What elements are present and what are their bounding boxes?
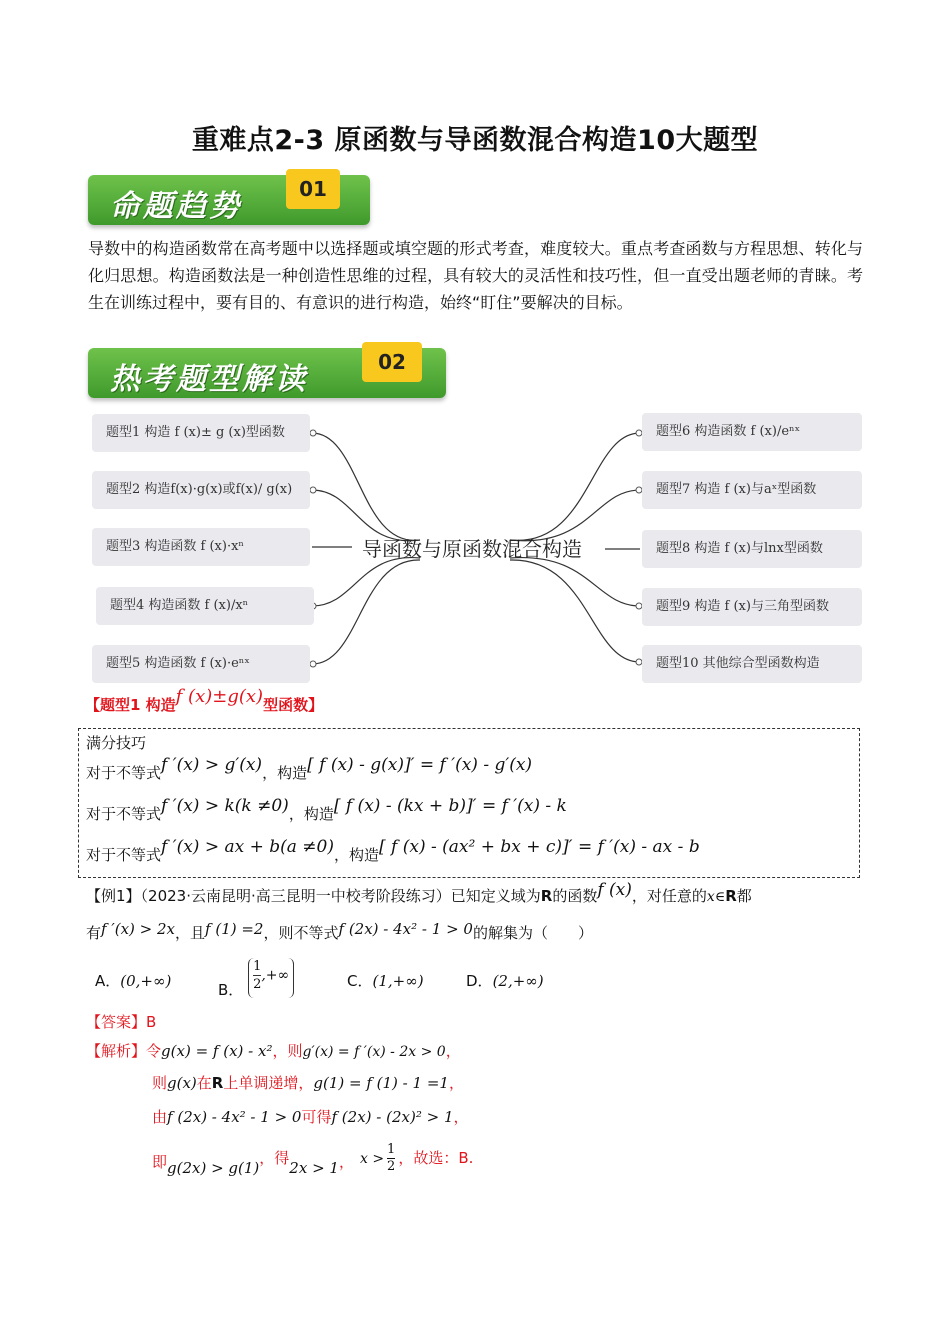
option-d[interactable] — [466, 970, 544, 991]
option-a-label: A． — [95, 972, 121, 990]
example-cond1: f ′(x) > 2x — [101, 920, 176, 938]
example-label: 【例1】 — [86, 887, 141, 905]
answer-line — [86, 1011, 156, 1032]
analysis-line-2 — [152, 1072, 464, 1093]
example-source: （2023·云南昆明·高三昆明一中校考阶段练习）已知定义域为 — [140, 887, 541, 905]
answer-label: 【答案】 — [86, 1013, 147, 1031]
analysis-text: ，故选：B. — [398, 1149, 474, 1167]
section-heading — [85, 686, 324, 715]
section-heading-pre: 【题型1 构造 — [85, 696, 176, 714]
option-a[interactable] — [95, 970, 171, 991]
connector-right-9 — [510, 558, 640, 606]
example-text: 的解集为（ ） — [472, 924, 593, 942]
option-d-label: D． — [466, 972, 493, 990]
analysis-math: g(x) = f (x) - x² — [161, 1042, 273, 1060]
connector-left-5 — [312, 560, 420, 664]
analysis-math: x > — [359, 1151, 385, 1167]
rule-2-cond: f ′(x) > k(k ≠0) — [161, 796, 289, 816]
analysis-math: f (2x) - 4x² - 1 > 0 — [167, 1108, 302, 1126]
analysis-text: ，得 — [259, 1149, 290, 1167]
node-dot — [310, 661, 316, 667]
rule-3-pre: 对于不等式 — [86, 846, 162, 864]
option-c-value: (1,+∞) — [372, 972, 424, 990]
topic-6: 题型6 构造函数 f (x)/eⁿˣ — [642, 413, 862, 451]
topic-4: 题型4 构造函数 f (x)/xⁿ — [96, 587, 314, 625]
rule-1 — [86, 755, 533, 783]
example-fx: f (x) — [597, 880, 632, 900]
analysis-fraction-den: 2 — [387, 1159, 396, 1174]
option-a-value: (0,+∞) — [120, 972, 172, 990]
example-cond2: f (1) =2 — [205, 920, 264, 938]
analysis-math: f (2x) - (2x)² > 1 — [331, 1108, 454, 1126]
section-heading-post: 型函数】 — [263, 696, 324, 714]
analysis-line-3 — [152, 1106, 469, 1127]
topic-9: 题型9 构造 f (x)与三角型函数 — [642, 588, 862, 626]
trend-banner-number: 01 — [286, 169, 340, 209]
option-b-rest: ,+∞ — [261, 967, 290, 984]
example-text: ，且 — [175, 924, 206, 942]
connector-right-6 — [510, 433, 640, 540]
topic-8: 题型8 构造 f (x)与lnx型函数 — [642, 530, 862, 568]
option-c-label: C． — [347, 972, 373, 990]
analysis-text: 即 — [152, 1153, 168, 1171]
hot-topics-banner-label: 热考题型解读 — [110, 362, 308, 397]
analysis-math: 2x > 1 — [289, 1159, 339, 1177]
analysis-text: 在 — [196, 1074, 212, 1092]
rule-1-res: [ f (x) - g(x)]′ = f ′(x) - g′(x) — [307, 755, 533, 775]
trend-banner-label: 命题趋势 — [110, 189, 242, 224]
topic-10: 题型10 其他综合型函数构造 — [642, 645, 862, 683]
connector-right-10 — [510, 560, 640, 662]
analysis-text: ，则 — [272, 1042, 303, 1060]
example-ineq: f (2x) - 4x² - 1 > 0 — [338, 920, 473, 938]
analysis-text: 由 — [152, 1108, 168, 1126]
example-xinR: x∈ — [706, 889, 726, 905]
mindmap-center: 导函数与原函数混合构造 — [362, 537, 582, 561]
rule-2 — [86, 796, 567, 824]
example-text: 都 — [736, 887, 752, 905]
node-dot — [310, 430, 316, 436]
option-b-label: B． — [218, 980, 244, 999]
example-R: R — [540, 887, 553, 905]
hot-topics-banner-number: 02 — [362, 342, 422, 382]
node-dot — [310, 487, 316, 493]
topic-7: 题型7 构造 f (x)与aˣ型函数 — [642, 471, 862, 509]
analysis-math: g′(x) = f ′(x) - 2x > 0 — [302, 1044, 446, 1060]
analysis-line-1 — [86, 1040, 461, 1061]
section-heading-math: f (x)±g(x) — [175, 686, 264, 707]
analysis-line-4 — [152, 1142, 473, 1175]
example-1-line-2 — [86, 922, 593, 943]
page-title: 重难点2-3 原函数与导函数混合构造10大题型 — [191, 125, 759, 156]
analysis-fraction — [387, 1142, 395, 1175]
rule-3-cond: f ′(x) > ax + b(a ≠0) — [161, 837, 334, 857]
example-text: 有 — [86, 924, 102, 942]
option-b-den: 2 — [253, 977, 262, 992]
rule-2-res: [ f (x) - (kx + b)]′ = f ′(x) - k — [333, 796, 567, 816]
example-text: ，则不等式 — [263, 924, 339, 942]
rule-3-mid: ，构造 — [334, 846, 380, 864]
connector-left-4 — [312, 558, 420, 606]
analysis-text: ， — [445, 1042, 461, 1060]
analysis-R: R — [211, 1074, 224, 1092]
analysis-text: 可得 — [301, 1108, 332, 1126]
topic-1: 题型1 构造 f (x)± g (x)型函数 — [92, 414, 310, 452]
analysis-text: ， — [338, 1153, 354, 1171]
answer-value: B — [146, 1013, 157, 1031]
analysis-text: 令 — [146, 1042, 162, 1060]
example-1-line-1 — [86, 880, 861, 906]
analysis-math: g(x) — [167, 1074, 197, 1092]
option-c[interactable] — [347, 970, 424, 991]
topic-5: 题型5 构造函数 f (x)·eⁿˣ — [92, 645, 310, 683]
hot-topics-banner — [88, 348, 448, 402]
analysis-fraction-num: 1 — [387, 1142, 396, 1157]
rule-1-mid: ，构造 — [262, 764, 308, 782]
rule-2-pre: 对于不等式 — [86, 805, 162, 823]
example-text: ，对任意的 — [631, 887, 707, 905]
option-b-num: 1 — [253, 959, 262, 974]
rule-3-res: [ f (x) - (ax² + bx + c)]′ = f ′(x) - ax - b — [379, 837, 700, 857]
tips-title: 满分技巧 — [86, 734, 147, 752]
analysis-math: g(1) = f (1) - 1 =1 — [313, 1074, 449, 1092]
rule-3 — [86, 837, 700, 865]
topic-3: 题型3 构造函数 f (x)·xⁿ — [92, 528, 310, 566]
option-b-value — [248, 958, 294, 998]
rule-2-mid: ，构造 — [288, 805, 334, 823]
option-d-value: (2,+∞) — [492, 972, 544, 990]
rule-1-pre: 对于不等式 — [86, 764, 162, 782]
example-R: R — [725, 887, 737, 905]
topic-2: 题型2 构造f(x)·g(x)或f(x)/ g(x) — [92, 471, 310, 509]
analysis-text: ， — [453, 1108, 469, 1126]
trend-banner — [88, 175, 373, 229]
analysis-text: 则 — [152, 1074, 168, 1092]
intro-paragraph: 导数中的构造函数常在高考题中以选择题或填空题的形式考查，难度较大。重点考查函数与方程思想、转化与化归思想。构造函数法是一种创造性思维的过程，具有较大的灵活性和技巧性，但一直受出题老师的青睐。考生在训练过程中，要有目的、有意识的进行构造，始终“盯住”要解决的目标。 — [88, 239, 863, 312]
analysis-math: g(2x) > g(1) — [167, 1159, 260, 1177]
option-b[interactable] — [218, 956, 294, 999]
analysis-text: 上单调递增， — [223, 1074, 314, 1092]
rule-1-cond: f ′(x) > g′(x) — [161, 755, 263, 775]
example-text: 的函数 — [552, 887, 598, 905]
analysis-label: 【解析】 — [86, 1042, 147, 1060]
analysis-text: ， — [448, 1074, 464, 1092]
